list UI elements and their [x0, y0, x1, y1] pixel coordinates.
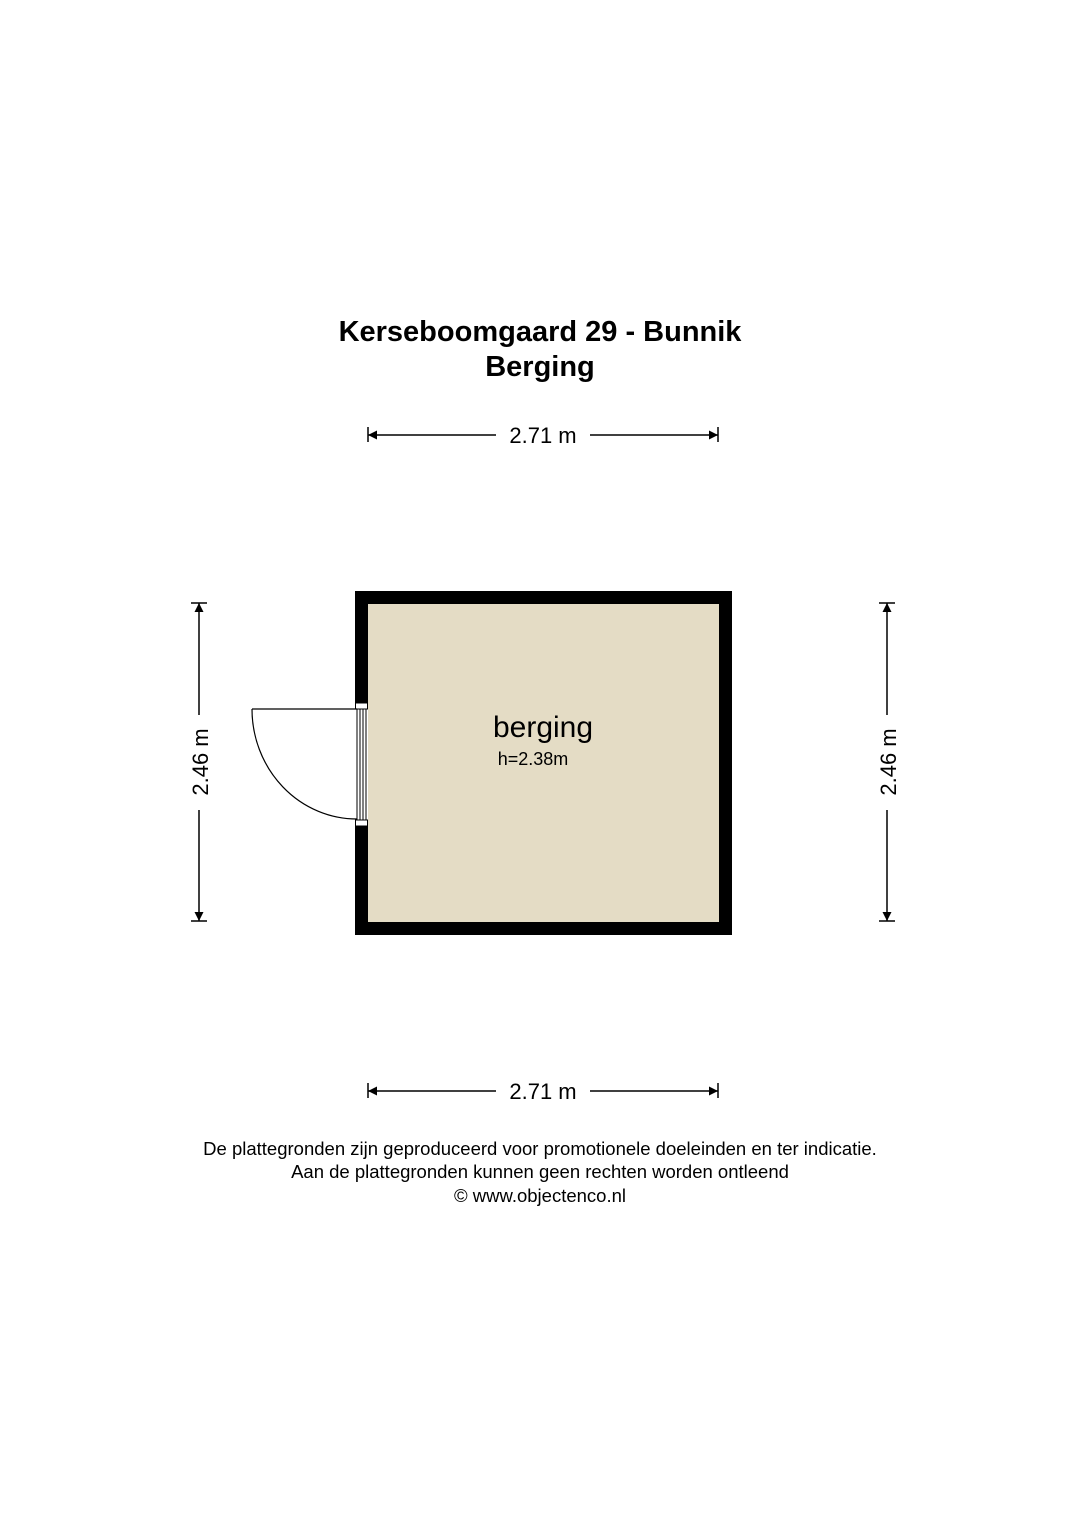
top-dimension: [368, 423, 718, 448]
bottom-dimension: [368, 1079, 718, 1104]
page-title: Kerseboomgaard 29 - Bunnik: [338, 316, 742, 348]
disclaimer-line-2: Aan de plattegronden kunnen geen rechten worden ontleend: [291, 1161, 789, 1182]
right-dimension-label: 2.46 m: [876, 728, 901, 796]
room-height-label: h=2.38m: [497, 749, 569, 769]
left-dimension-label: 2.46 m: [188, 728, 213, 796]
copyright-link: © www.objectenco.nl: [454, 1185, 626, 1206]
top-dimension-label: 2.71 m: [509, 423, 577, 448]
door-swing-icon: [252, 709, 357, 819]
right-dimension: [876, 603, 901, 921]
bottom-dimension-label: 2.71 m: [509, 1079, 577, 1104]
room-berging: [252, 591, 732, 935]
page-subtitle: Berging: [485, 351, 595, 383]
disclaimer-line-1: De plattegronden zijn geproduceerd voor promotionele doeleinden en ter indicatie.: [203, 1138, 877, 1159]
left-dimension: [188, 603, 213, 921]
room-name-label: berging: [492, 711, 594, 744]
